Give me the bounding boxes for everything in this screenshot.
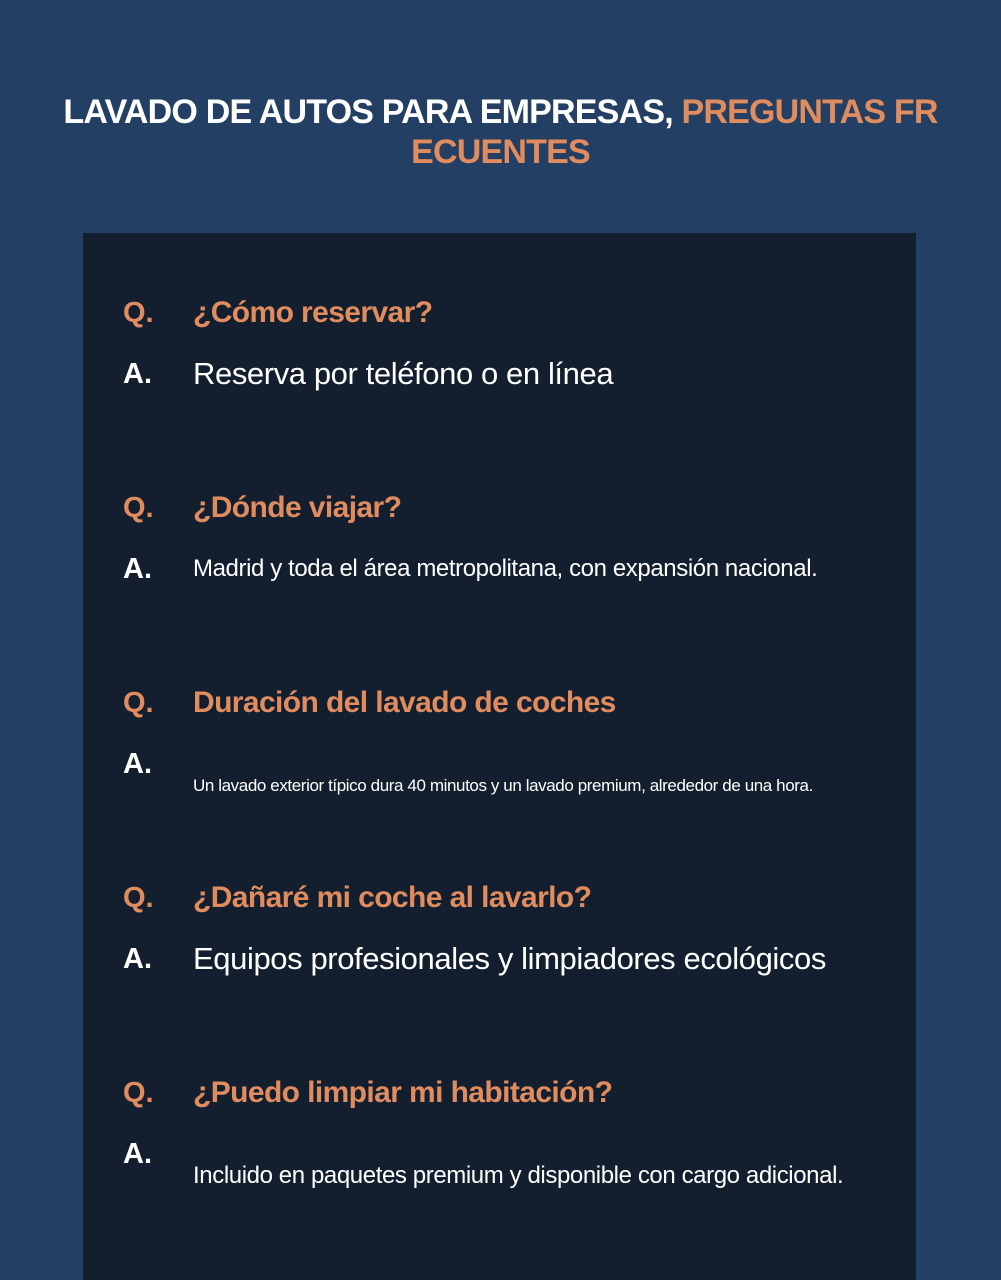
faq-answer [123,939,903,979]
answer-text: Madrid y toda el área metropolitana, con expansión nacional. [193,555,818,582]
question-text: ¿Cómo reservar? [193,296,433,329]
faq-item [123,488,903,589]
answer-label: A. [123,943,152,975]
faq-item [123,1073,903,1189]
question-label: Q. [123,1077,154,1109]
faq-card [83,233,916,1280]
question-label: Q. [123,882,154,914]
answer-text: Incluido en paquetes premium y disponible con cargo adicional. [193,1162,844,1189]
page-title [40,92,961,172]
faq-question [123,878,903,918]
answer-text: Reserva por teléfono o en línea [193,356,614,391]
question-text: ¿Dañaré mi coche al lavarlo? [193,881,592,914]
answer-label: A. [123,553,152,585]
question-text: ¿Dónde viajar? [193,491,402,524]
question-label: Q. [123,297,154,329]
answer-label: A. [123,1138,152,1170]
title-accent: PREGUNTAS FR ECUENTES [411,93,938,171]
faq-answer [123,744,903,795]
faq-question [123,293,903,333]
faq-question [123,683,903,723]
answer-label: A. [123,358,152,390]
faq-item [123,878,903,979]
faq-question [123,488,903,528]
faq-item [123,683,903,795]
faq-answer [123,549,903,589]
question-label: Q. [123,687,154,719]
faq-answer [123,1134,903,1189]
question-label: Q. [123,492,154,524]
question-text: Duración del lavado de coches [193,686,616,719]
faq-item [123,293,903,394]
question-text: ¿Puedo limpiar mi habitación? [193,1076,613,1109]
faq-answer [123,354,903,394]
answer-label: A. [123,748,152,780]
title-main: LAVADO DE AUTOS PARA EMPRESAS, [63,93,682,131]
faq-question [123,1073,903,1113]
answer-text: Equipos profesionales y limpiadores ecológicos [193,941,826,976]
answer-text: Un lavado exterior típico dura 40 minutos y un lavado premium, alrededor de una hora. [193,776,813,795]
